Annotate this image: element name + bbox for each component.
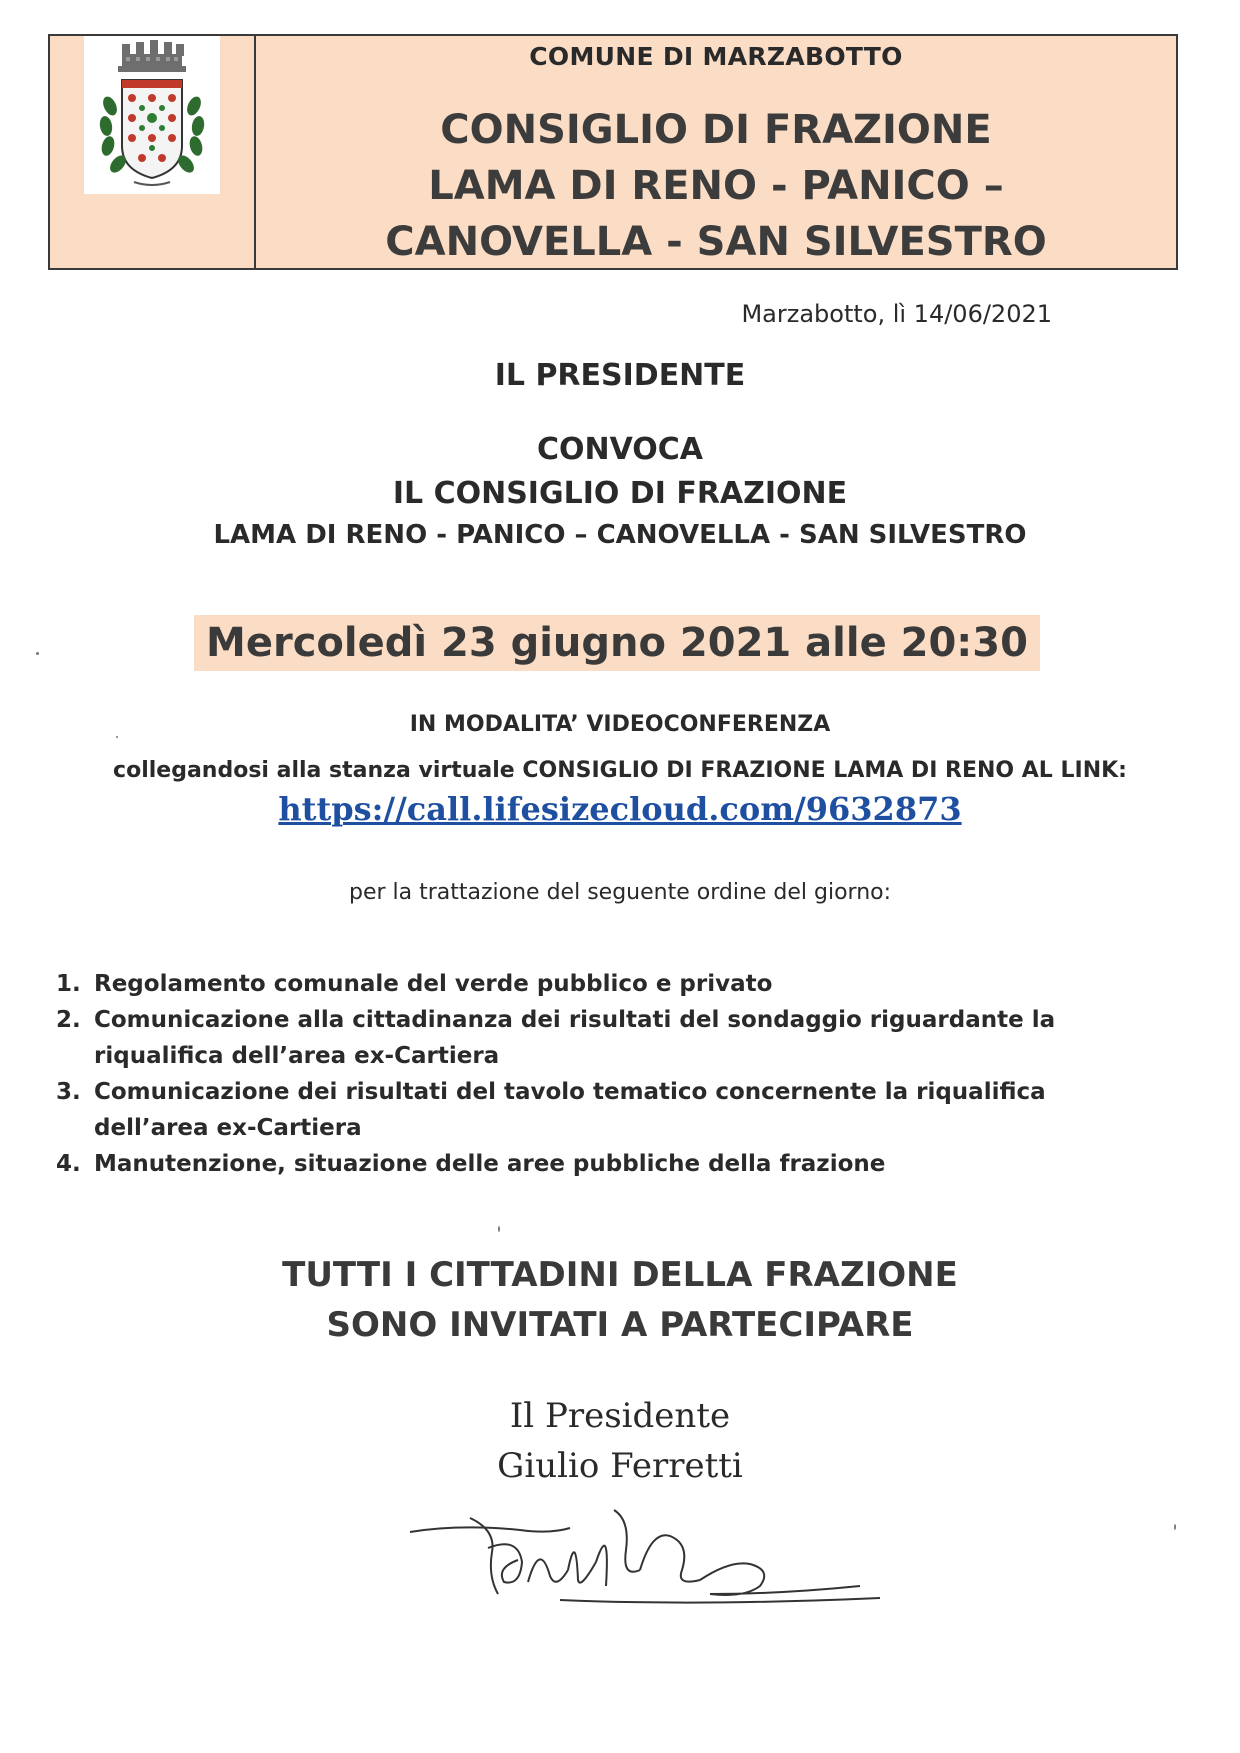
agenda-item-number: 3. <box>56 1079 81 1105</box>
invitation-message <box>0 1250 1240 1350</box>
president-heading: IL PRESIDENTE <box>494 358 746 393</box>
agenda-item-number: 2. <box>56 1007 81 1033</box>
crest-cell <box>50 36 256 268</box>
connection-instructions: collegandosi alla stanza virtuale CONSIGLIO DI FRAZIONE LAMA DI RENO AL LINK: <box>113 758 1127 783</box>
scan-speck <box>36 652 39 655</box>
convoca-heading: CONVOCA <box>536 432 704 467</box>
scan-speck <box>1174 1524 1176 1530</box>
council-title-line: CANOVELLA - SAN SILVESTRO <box>385 219 1047 265</box>
municipality-name: COMUNE DI MARZABOTTO <box>529 42 903 71</box>
agenda-item-text: Manutenzione, situazione delle aree pubbliche della frazione <box>94 1151 886 1177</box>
invitation-line: TUTTI I CITTADINI DELLA FRAZIONE <box>282 1255 958 1295</box>
header-box <box>48 34 1178 270</box>
agenda-item <box>56 1074 1156 1146</box>
handwritten-signature-icon <box>400 1490 900 1610</box>
scan-speck <box>498 1226 500 1232</box>
agenda-item-text: Comunicazione dei risultati del tavolo tematico concernente la riqualifica dell’area ex-Cartiera <box>94 1079 1046 1141</box>
agenda-item <box>56 1146 1156 1182</box>
videoconference-link-text[interactable]: https://call.lifesizecloud.com/9632873 <box>278 790 962 828</box>
signer-role: Il Presidente <box>509 1396 731 1436</box>
agenda-item <box>56 966 1156 1002</box>
scan-speck <box>116 736 118 738</box>
place-date: Marzabotto, lì 14/06/2021 <box>741 300 1052 328</box>
invitation-line: SONO INVITATI A PARTECIPARE <box>326 1305 914 1345</box>
meeting-mode: IN MODALITA’ VIDEOCONFERENZA <box>409 712 831 737</box>
videoconference-link[interactable] <box>0 790 1240 828</box>
council-title-line: LAMA DI RENO - PANICO – <box>428 163 1004 209</box>
council-heading: IL CONSIGLIO DI FRAZIONE <box>392 476 848 511</box>
hamlets-line: LAMA DI RENO - PANICO – CANOVELLA - SAN SILVESTRO <box>213 520 1027 550</box>
agenda-item-number: 4. <box>56 1151 81 1177</box>
meeting-date: Mercoledì 23 giugno 2021 alle 20:30 <box>206 620 1028 666</box>
council-title-line: CONSIGLIO DI FRAZIONE <box>440 107 992 153</box>
meeting-date-highlight <box>194 615 1040 671</box>
signer-name: Giulio Ferretti <box>497 1446 743 1486</box>
agenda-item-number: 1. <box>56 971 81 997</box>
agenda-item-text: Regolamento comunale del verde pubblico e privato <box>94 971 773 997</box>
agenda-list <box>56 966 1156 1182</box>
header-title-cell <box>256 36 1176 268</box>
agenda-item <box>56 1002 1156 1074</box>
agenda-intro: per la trattazione del seguente ordine del giorno: <box>348 880 892 905</box>
agenda-item-text: Comunicazione alla cittadinanza dei risultati del sondaggio riguardante la riqualifica dell’area ex-Cartiera <box>94 1007 1056 1069</box>
municipal-crest-icon <box>84 36 220 194</box>
council-title <box>256 102 1176 270</box>
